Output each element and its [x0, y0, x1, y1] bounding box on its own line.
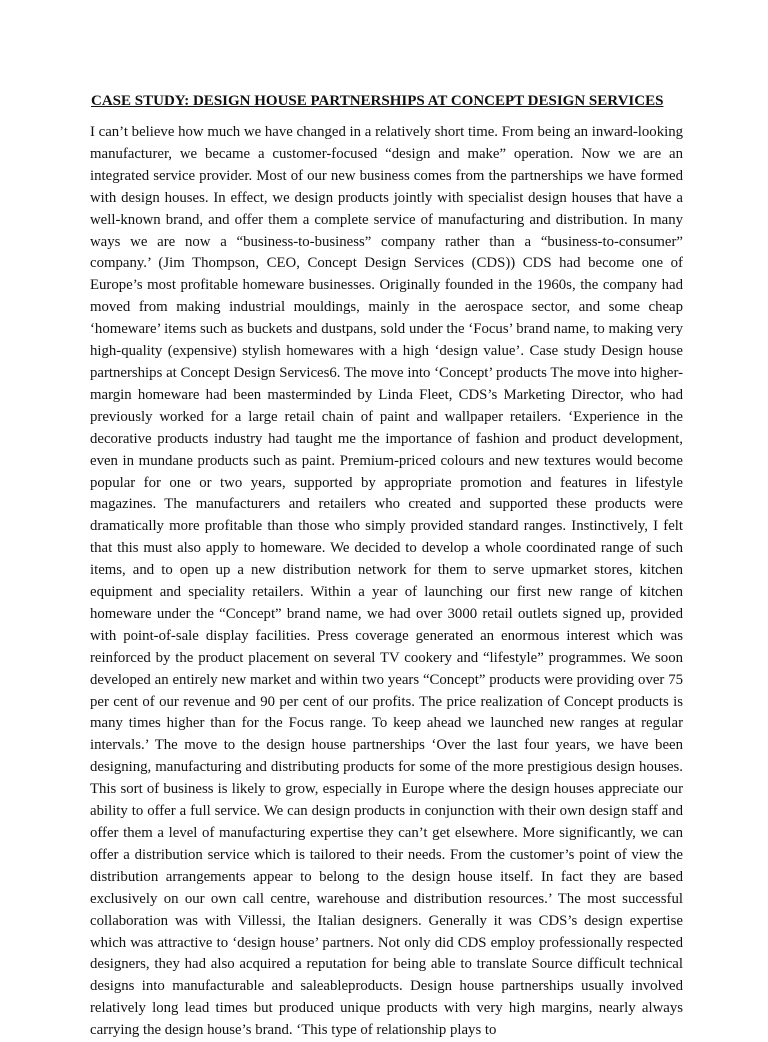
document-title: CASE STUDY: DESIGN HOUSE PARTNERSHIPS AT CONCEPT DESIGN SERVICES — [91, 93, 664, 109]
document-body-paragraph: I can’t believe how much we have changed in a relatively short time. From being an inward-looking manufacturer, we became a customer-focused “design and make” operation. Now we are an integrated service provider. Most of our new business comes from the partnerships we have formed with design houses. In effect, we design products jointly with specialist design houses that have a well-known brand, and offer them a complete service of manufacturing and distribution. In many ways we are now a “business-to-business” company rather than a “business-to-consumer” company.’ (Jim Thompson, CEO, Concept Design Services (CDS)) CDS had become one of Europe’s most profitable homeware businesses. Originally founded in the 1960s, the company had moved from making industrial mouldings, mainly in the aerospace sector, and some cheap ‘homeware’ items such as buckets and dustpans, sold under the ‘Focus’ brand name, to making very high-quality (expensive) stylish homewares with a high ‘design value’. Case study Design house partnerships at Concept Design Services6. The move into ‘Concept’ products The move into higher-margin homeware had been masterminded by Linda Fleet, CDS’s Marketing Director, who had previously worked for a large retail chain of paint and wallpaper retailers. ‘Experience in the decorative products industry had taught me the importance of fashion and product development, even in mundane products such as paint. Premium-priced colours and new textures would become popular for one or two years, supported by appropriate promotion and features in lifestyle magazines. The manufacturers and retailers who created and supported these products were dramatically more profitable than those who simply provided standard ranges. Instinctively, I felt that this must also apply to homeware. We decided to develop a whole coordinated range of such items, and to open up a new distribution network for them to serve upmarket stores, kitchen equipment and speciality retailers. Within a year of launching our first new range of kitchen homeware under the “Concept” brand name, we had over 3000 retail outlets signed up, provided with point-of-sale display facilities. Press coverage generated an enormous interest which was reinforced by the product placement on several TV cookery and “lifestyle” programmes. We soon developed an entirely new market and within two years “Concept” products were providing over 75 per cent of our revenue and 90 per cent of our profits. The price realization of Concept products is many times higher than for the Focus range. To keep ahead we launched new ranges at regular intervals.’ The move to the design house partnerships ‘Over the last four years, we have been designing, manufacturing and distributing products for some of the more prestigious design houses. This sort of business is likely to grow, especially in Europe where the design houses appreciate our ability to offer a full service. We can design products in conjunction with their own design staff and offer them a level of manufacturing expertise they can’t get elsewhere. More significantly, we can offer a distribution service which is tailored to their needs. From the customer’s point of view the distribution arrangements appear to belong to the design house itself. In fact they are based exclusively on our own call centre, warehouse and distribution resources.’ The most successful collaboration was with Villessi, the Italian designers. Generally it was CDS’s design expertise which was attractive to ‘design house’ partners. Not only did CDS employ professionally respected designers, they had also acquired a reputation for being able to translate Source difficult technical designs into manufacturable and saleableproducts. Design house partnerships usually involved relatively long lead times but produced unique products with very high margins, nearly always carrying the design house’s brand. ‘This type of relationship plays to — [90, 124, 683, 1039]
